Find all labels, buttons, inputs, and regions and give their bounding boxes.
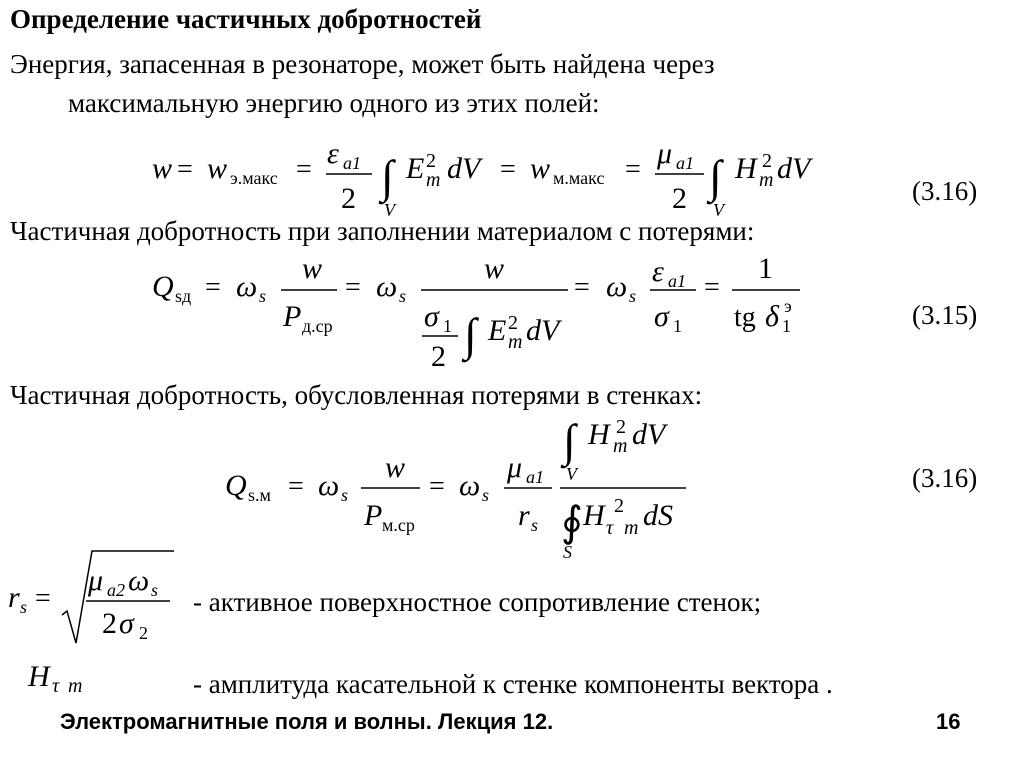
eq2-number: (3.15) bbox=[912, 300, 978, 330]
eq2-sigma-1: σ bbox=[424, 300, 439, 333]
eq3-H-den: H bbox=[583, 499, 605, 532]
page-number: 16 bbox=[936, 709, 961, 734]
eq3-H-den-sub-tau: τ bbox=[606, 517, 614, 539]
eq1-sub-mmax: м.макс bbox=[553, 168, 605, 188]
eq3-mu-sub: a1 bbox=[526, 467, 544, 487]
eq2-Q-sub: sд bbox=[175, 286, 192, 306]
eq2-dV: dV bbox=[526, 314, 560, 347]
eq1-sub-emax: э.макс bbox=[230, 168, 278, 188]
eq4-omega: ω bbox=[128, 564, 150, 597]
eq2-omega-3: ω bbox=[606, 270, 628, 303]
ht-tau: τ bbox=[52, 675, 60, 697]
eq3-H-num-sub-m: m bbox=[613, 435, 628, 457]
desc-tangential-amplitude: - амплитуда касательной к стенке компоненты вектора . bbox=[193, 669, 833, 699]
eq1-two-2: 2 bbox=[672, 182, 687, 215]
eq1-w2: w bbox=[207, 152, 228, 185]
eq1-E-sq: 2 bbox=[426, 150, 436, 172]
eq4-mu: μ bbox=[88, 564, 104, 597]
eq1-E-sub-m: m bbox=[426, 169, 441, 191]
eq3-contour-integral: ∮ bbox=[561, 500, 583, 546]
eq4-equals: = bbox=[35, 583, 51, 614]
eq3-equals-2: = bbox=[429, 471, 445, 502]
eq4-mu-sub: a2 bbox=[107, 580, 125, 600]
eq2-E-sub-m: m bbox=[508, 331, 523, 353]
ht-m: m bbox=[68, 675, 83, 697]
eq1-equals-4: = bbox=[625, 154, 641, 185]
eq3-P: P bbox=[364, 499, 383, 532]
eq1-equals-2: = bbox=[296, 154, 312, 185]
eq1-mu-sub: a1 bbox=[676, 153, 694, 173]
eq2-Q: Q bbox=[152, 270, 174, 303]
eq3-integral: ∫ bbox=[563, 415, 576, 466]
eq2-integral: ∫ bbox=[464, 309, 477, 360]
intro-line-1: Энергия, запасенная в резонаторе, может быть найдена через bbox=[10, 49, 715, 79]
eq1-int-V-1: V bbox=[384, 200, 395, 220]
eq3-mu: μ bbox=[507, 451, 523, 484]
footer-lecture: Электромагнитные поля и волны. Лекция 12. bbox=[60, 709, 554, 734]
eq1-integral-1: ∫ bbox=[381, 151, 394, 202]
eq3-H-num-sq: 2 bbox=[616, 416, 626, 438]
eq4-sigma-sub: 2 bbox=[139, 623, 148, 643]
eq1-eps-sub: a1 bbox=[343, 153, 361, 173]
eq1-int-V-2: V bbox=[713, 200, 724, 220]
eq1-integral-2: ∫ bbox=[709, 151, 722, 202]
eq1-equals-1: = bbox=[177, 154, 193, 185]
eq3-omega-sub-2: s bbox=[482, 485, 490, 505]
eq2-w-2: w bbox=[484, 252, 505, 285]
eq1-w: w bbox=[152, 152, 173, 185]
eq2-P: P bbox=[283, 300, 302, 333]
eq1-mu: μ bbox=[657, 137, 673, 170]
eq1-w3: w bbox=[530, 152, 551, 185]
eq3-w: w bbox=[385, 451, 406, 484]
eq3-number: (3.16) bbox=[912, 463, 978, 493]
eq1-H-sq: 2 bbox=[762, 150, 772, 172]
eq3-dV: dV bbox=[632, 418, 666, 451]
eq4-r-sub: s bbox=[20, 597, 28, 617]
eq2-equals-1: = bbox=[205, 272, 221, 303]
eq3-Q-sub: s.м bbox=[248, 485, 271, 505]
eq2-delta-sub: 1 bbox=[782, 316, 791, 336]
desc-surface-resistance: - активное поверхностное сопротивление стенок; bbox=[193, 587, 762, 617]
eq3-equals-1: = bbox=[288, 471, 304, 502]
eq2-epsilon: ε bbox=[652, 255, 664, 288]
eq2-two: 2 bbox=[431, 340, 446, 373]
eq3-dS: dS bbox=[643, 499, 673, 532]
eq4-two: 2 bbox=[102, 607, 117, 640]
eq3-P-sub: м.ср bbox=[382, 515, 415, 535]
eq3-H-den-sq: 2 bbox=[614, 495, 624, 517]
eq1-epsilon: ε bbox=[327, 137, 339, 170]
equation-dielectric-q bbox=[0, 250, 1024, 385]
eq1-two-1: 2 bbox=[341, 182, 356, 215]
eq2-equals-3: = bbox=[574, 272, 590, 303]
eq3-r-sub: s bbox=[531, 515, 539, 535]
slide-title: Определение частичных добротностей bbox=[10, 4, 482, 34]
eq2-delta-sup: э bbox=[784, 296, 792, 316]
eq2-E: E bbox=[488, 314, 507, 347]
eq2-omega-2: ω bbox=[376, 270, 398, 303]
eq3-int-S: S bbox=[563, 542, 572, 562]
eq3-H-num: H bbox=[588, 418, 610, 451]
eq4-sigma: σ bbox=[119, 607, 134, 640]
eq2-sigma-sub-1: 1 bbox=[443, 316, 452, 336]
eq2-omega-sub-1: s bbox=[259, 286, 267, 306]
eq2-equals-2: = bbox=[345, 272, 361, 303]
eq4-omega-sub: s bbox=[151, 580, 159, 600]
equation-wall-q bbox=[0, 414, 1024, 564]
eq2-sigma-2: σ bbox=[654, 300, 669, 333]
eq2-equals-4: = bbox=[704, 272, 720, 303]
intro-line-2: максимальную энергию одного из этих полей: bbox=[68, 88, 600, 118]
eq3-omega-2: ω bbox=[459, 469, 481, 502]
ht-H: H bbox=[28, 660, 50, 693]
eq1-H: H bbox=[735, 152, 757, 185]
eq1-equals-3: = bbox=[500, 154, 516, 185]
eq3-omega-sub-1: s bbox=[341, 485, 349, 505]
eq1-dV-1: dV bbox=[447, 152, 481, 185]
eq2-omega-sub-2: s bbox=[399, 286, 407, 306]
eq3-Q: Q bbox=[225, 469, 247, 502]
text-wall-q: Частичная добротность, обусловленная потерями в стенках: bbox=[10, 380, 703, 410]
eq2-tg: tg bbox=[734, 302, 756, 333]
eq2-P-sub: д.ср bbox=[302, 316, 333, 336]
eq3-omega-1: ω bbox=[318, 469, 340, 502]
eq2-delta: δ bbox=[765, 300, 779, 333]
eq2-E-sq: 2 bbox=[508, 312, 518, 334]
eq3-r: r bbox=[518, 499, 530, 532]
eq2-sigma-sub-2: 1 bbox=[673, 316, 682, 336]
eq2-eps-sub: a1 bbox=[668, 271, 686, 291]
equation-stored-energy bbox=[0, 130, 1024, 220]
eq2-omega-sub-3: s bbox=[629, 286, 637, 306]
eq2-omega-1: ω bbox=[236, 270, 258, 303]
eq2-w-1: w bbox=[302, 252, 323, 285]
eq3-int-V: V bbox=[566, 464, 577, 484]
eq2-one: 1 bbox=[758, 252, 773, 285]
text-dielectric-q: Частичная добротность при заполнении материалом с потерями: bbox=[10, 216, 755, 246]
symbol-h-tau-m bbox=[0, 650, 120, 700]
eq1-dV-2: dV bbox=[777, 152, 811, 185]
eq1-number: (3.16) bbox=[912, 176, 978, 206]
eq1-H-sub-m: m bbox=[759, 169, 774, 191]
eq1-E: E bbox=[406, 152, 425, 185]
eq3-H-den-sub-m: m bbox=[624, 517, 639, 539]
eq4-r: r bbox=[8, 581, 20, 614]
equation-surface-resistance bbox=[0, 545, 220, 650]
